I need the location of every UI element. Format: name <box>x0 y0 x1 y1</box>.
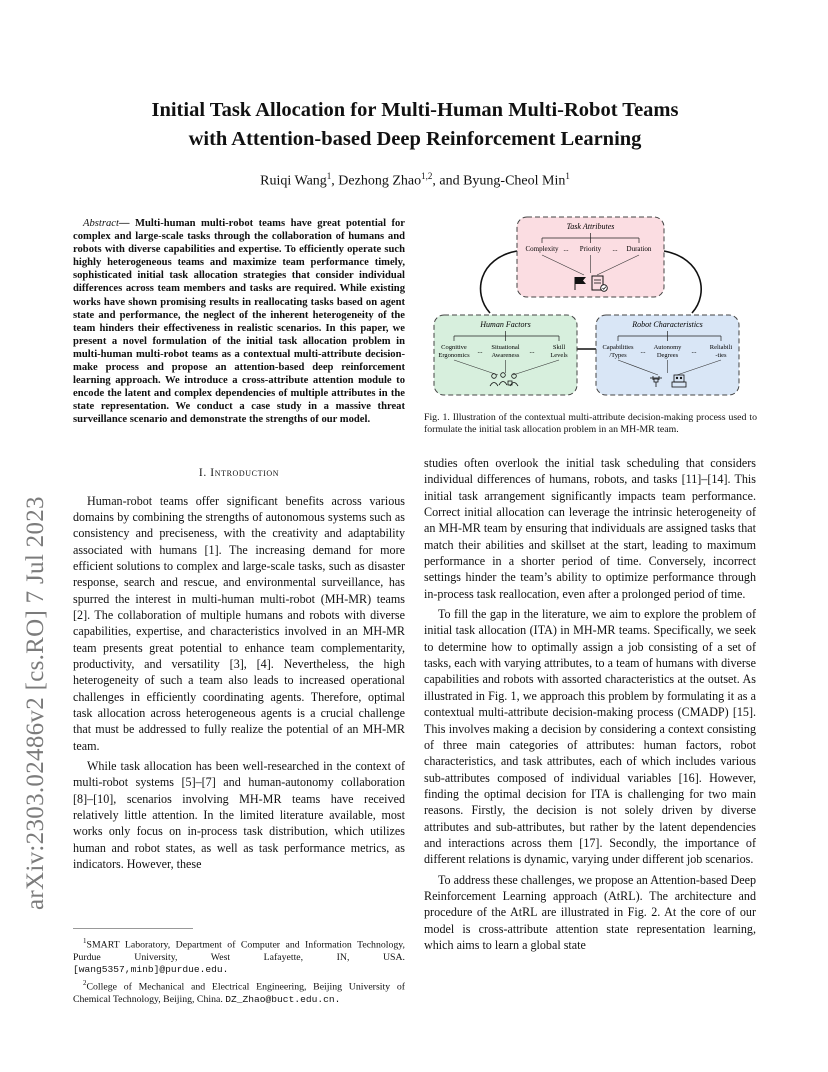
task-item-duration: Duration <box>626 245 652 253</box>
abstract <box>73 217 405 427</box>
footnote-rule <box>73 928 193 929</box>
arxiv-identifier: arXiv:2303.02486v2 [cs.RO] 7 Jul 2023 <box>22 496 49 910</box>
human-item-situational-l1: Situational <box>491 344 520 351</box>
svg-text:...: ... <box>691 347 697 355</box>
svg-text:...: ... <box>640 347 646 355</box>
abstract-label: Abstract <box>83 218 119 229</box>
human-item-skill-l2: Levels <box>550 352 568 359</box>
arc-task-to-robot <box>664 251 701 313</box>
svg-text:...: ... <box>563 245 569 253</box>
title-line-2: with Attention-based Deep Reinforcement Learning <box>188 128 642 150</box>
human-item-cognitive-l2: Ergonomics <box>438 352 470 359</box>
intro-paragraph-2: While task allocation has been well-researched in the context of multi-robot systems [5]–[7] and human-autonomy collaboration [8]–[10], scenarios involving MH-MR teams have received relatively little attention. In the limited literature available, most works only focus on in-process task distribution, which utilizes human and robot states, as well as task performance metrics, as indicators. However, these <box>73 759 405 872</box>
author-2: , Dezhong Zhao <box>331 173 422 189</box>
svg-text:...: ... <box>477 347 483 355</box>
title-line-1: Initial Task Allocation for Multi-Human Multi-Robot Teams <box>151 99 679 121</box>
author-list <box>90 171 740 190</box>
human-factors-title: Human Factors <box>480 320 531 329</box>
figure-1 <box>424 213 757 408</box>
task-item-complexity: Complexity <box>525 245 559 253</box>
section-heading-introduction: I. Introduction <box>198 466 280 479</box>
robot-item-reliability-l2: -ties <box>715 352 727 359</box>
footnotes <box>73 928 405 1006</box>
right-paragraph-2: To fill the gap in the literature, we aim to explore the problem of initial task allocation (ITA) in MH-MR teams. Specifically, we seek to determine how to optimally assign a job consisting of a set of tasks, each with varying attributes, to a team of humans with diverse capabilities and robots with assorted characteristics at the outset. As illustrated in Fig. 1, we approach this problem by formulating it as a contextual multi-attribute decision-making process (CMADP) [15]. This involves making a decision by considering a context consisting of three main categories of attributes: human factors, robot characteristics, and task attributes, each of which includes various sub-attributes composed of individual variables [16]. However, finding the optimal decision for ITA is challenging for two main reasons. Firstly, the decision is not solely driven by diverse attributes and sub-attributes, but rather by the latent dependencies and interactions across them [17]. Secondly, the importance of different relations is dynamic, varying under different job scenarios. <box>424 607 756 867</box>
left-column <box>73 217 405 876</box>
robot-item-capabilities-l1: Capabilities <box>602 344 634 351</box>
arc-task-to-human <box>481 251 517 313</box>
svg-text:...: ... <box>612 245 618 253</box>
author-2-affiliation: 1,2 <box>421 171 433 181</box>
footnote-2: $^2$College of Mechanical and Electrical Engineering, Beijing University of Chemical Technology, Beijing, China. DZ_Zhao@buct.edu.cn. <box>73 978 405 1005</box>
footnote-1-email: [wang5357,minb]@purdue.edu. <box>73 964 229 976</box>
paper-title <box>90 96 740 154</box>
footnote-2-email: DZ_Zhao@buct.edu.cn. <box>225 993 341 1005</box>
robot-item-reliability-l1: Reliabili <box>709 344 733 351</box>
right-paragraph-3: To address these challenges, we propose an Attention-based Deep Reinforcement Learning approach (AtRL). The architecture and procedure of the AtRL are illustrated in Fig. 2. At the core of our model is cross-attribute attention state representation learning, which aims to learn a global state <box>424 872 756 952</box>
svg-text:...: ... <box>529 347 535 355</box>
robot-item-autonomy-l2: Degrees <box>656 352 679 359</box>
robot-item-capabilities-l2: /Types <box>609 352 627 359</box>
human-item-situational-l2: Awareness <box>491 352 520 359</box>
author-3: , and Byung-Cheol Min <box>432 173 566 189</box>
abstract-text: — Multi-human multi-robot teams have great potential for complex and large-scale tasks through the collaboration of humans and robots with diverse capabilities and expertise. To efficiently operate such highly heterogeneous teams and maximize team performance timely, sophisticated initial task allocation strategies that consider individual differences across team members and tasks are required. While existing works have shown promising results in reallocating tasks based on agent state and performance, the neglect of the inherent heterogeneity of the team hinders their effectiveness in realistic scenarios. In this paper, we present a novel formulation of the initial task allocation problem in multi-human multi-robot teams as a contextual multi-attribute decision-make process and propose an attention-based deep reinforcement learning approach. We introduce a cross-attribute attention module to encode the latent and complex dependencies of multiple attributes in the state representation. We conduct a case study in a massive threat surveillance scenario and demonstrate the strengths of our model. <box>73 218 405 426</box>
task-attributes-title: Task Attributes <box>566 222 615 231</box>
right-paragraph-1: studies often overlook the initial task scheduling that considers individual differences of humans, robots, and tasks [11]–[14]. This initial task arrangement significantly impacts team performance. Correct initial allocation can leverage the intrinsic heterogeneity of an MH-MR team by ensuring that individuals are assigned tasks that match their abilities and skillset at the start, leading to maximum performance in a shorter period of time. Conversely, incorrect settings hinder the team’s ability to optimize performance through in-process task reallocation, even after a prolonged period of time. <box>424 456 756 601</box>
right-column <box>424 455 756 957</box>
author-1: Ruiqi Wang <box>260 173 327 189</box>
robot-item-autonomy-l1: Autonomy <box>653 344 682 351</box>
human-item-skill-l1: Skill <box>552 344 566 351</box>
figure-1-caption: Fig. 1. Illustration of the contextual multi-attribute decision-making process used to formulate the initial task allocation problem in an MH-MR team. <box>424 412 757 435</box>
robot-characteristics-title: Robot Characteristics <box>632 320 703 329</box>
task-item-priority: Priority <box>579 245 602 253</box>
intro-paragraph-1: Human-robot teams offer significant benefits across various domains by combining the strengths of autonomous systems such as consistency and preciseness, with the creativity and adaptability associated with humans [1]. The increasing demand for more efficient solutions to complex and large-scale tasks, such as disaster response, search and rescue, and environmental surveillance, has spurred the interest in multi-human multi-robot (MH-MR) teams [2]. The collaboration of multiple humans and robots with diverse capabilities, expertise, and characteristics involved in an MH-MR team presents great potential to enhance team complementarity, productivity, and versatility [3], [4]. Nevertheless, the high heterogeneity of such a team also leads to increased operational challenges in efficiently coordinating agents. Therefore, optimal task allocation across heterogeneous agents is a crucial challenge that must be addressed to fully realize the potential of an MH-MR team. <box>73 493 405 753</box>
human-item-cognitive-l1: Cognitive <box>441 344 467 351</box>
author-1-affiliation: 1 <box>326 171 332 181</box>
cmadp-diagram <box>424 213 757 408</box>
footnote-1: $^1$SMART Laboratory, Department of Computer and Information Technology, Purdue University, West Lafayette, IN, USA. [wang5357,minb]@purdue.edu. <box>73 937 405 976</box>
author-3-affiliation: 1 <box>565 171 570 181</box>
